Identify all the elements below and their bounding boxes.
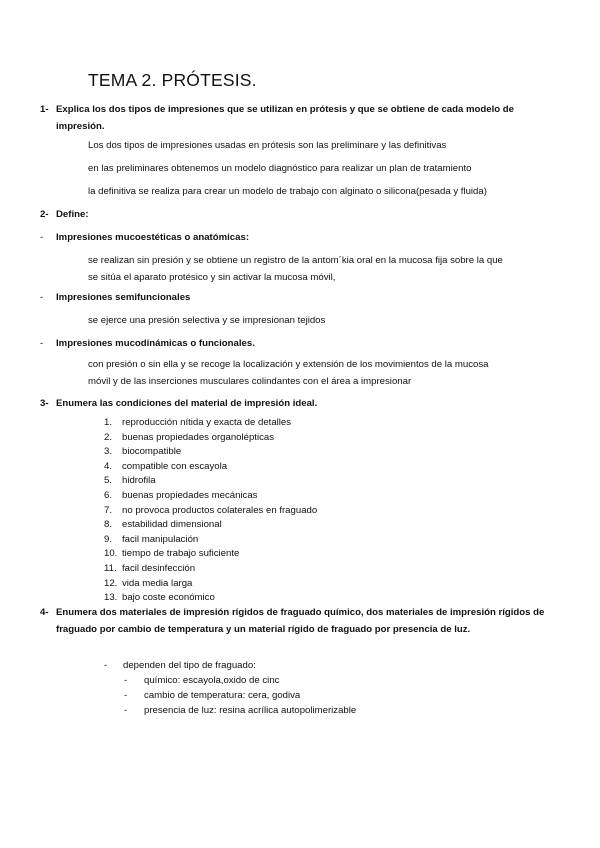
- list-item: [104, 474, 317, 489]
- list-item: [104, 547, 317, 562]
- dash-bullet: -: [124, 705, 128, 716]
- dash-bullet: -: [104, 660, 108, 671]
- question-number: 2-: [40, 209, 49, 220]
- list-number: 12.: [104, 577, 118, 589]
- definition-term: Impresiones semifuncionales: [56, 292, 191, 303]
- list-item: [104, 489, 317, 504]
- list-item: [104, 518, 317, 533]
- dash-bullet: -: [124, 690, 128, 701]
- list-number: 6.: [104, 489, 113, 501]
- list-text: tiempo de trabajo suficiente: [122, 548, 240, 560]
- question-number: 4-: [40, 607, 49, 618]
- list-text: reproducción nítida y exacta de detalles: [122, 417, 292, 428]
- lead-text: dependen del tipo de fraguado:: [123, 660, 256, 671]
- list-number: 10.: [104, 548, 118, 560]
- list-text: facil manipulación: [122, 533, 199, 545]
- sub-item-text: químico: escayola,oxido de cinc: [144, 675, 280, 686]
- answer-line: Los dos tipos de impresiones usadas en prótesis son las preliminare y las definitivas: [88, 140, 447, 151]
- list-item: [104, 445, 317, 460]
- list-number: 11.: [104, 562, 117, 574]
- sub-item-text: presencia de luz: resina acrílica autopolimerizable: [144, 705, 357, 716]
- list-item: [104, 431, 317, 446]
- list-number: 8.: [104, 519, 113, 531]
- list-text: estabilidad dimensional: [122, 519, 222, 531]
- dash-bullet: -: [40, 292, 44, 303]
- question-number: 1-: [40, 104, 49, 115]
- list-number: 9.: [104, 533, 113, 545]
- dash-bullet: -: [40, 338, 44, 349]
- definition-body: con presión o sin ella y se recoge la localización y extensión de los movimientos de la mucosa móvil y de las inserciones musculares colindantes con el área a impresionar: [88, 359, 489, 387]
- list-text: hidrofila: [122, 475, 156, 487]
- question-text: Enumera las condiciones del material de impresión ideal.: [56, 398, 318, 409]
- numbered-list: [104, 416, 317, 606]
- list-number: 4.: [104, 460, 113, 472]
- list-number: 7.: [104, 504, 113, 516]
- list-text: buenas propiedades mecánicas: [122, 489, 258, 501]
- list-number: 13.: [104, 592, 118, 604]
- list-text: buenas propiedades organolépticas: [122, 431, 275, 443]
- list-item: [104, 533, 317, 548]
- list-number: 3.: [104, 446, 113, 458]
- question-number: 3-: [40, 398, 49, 409]
- list-text: compatible con escayola: [122, 460, 228, 472]
- question-text: Enumera dos materiales de impresión rígidos de fraguado químico, dos materiales de impresión rígidos de fraguado por cambio de temperatura y un material rígido de fraguado por presencia de luz.: [56, 607, 545, 635]
- definition-body: se realizan sin presión y se obtiene un registro de la antom´kia oral en la mucosa fija sobre la que se sitúa el aparato protésico y sin activar la mucosa móvil,: [88, 255, 503, 283]
- dash-bullet: -: [124, 675, 128, 686]
- list-text: no provoca productos colaterales en fraguado: [122, 504, 318, 516]
- list-item: [104, 460, 317, 475]
- list-number: 2.: [104, 431, 113, 443]
- definition-term: Impresiones mucodinámicas o funcionales.: [56, 338, 255, 349]
- dash-bullet: -: [40, 232, 44, 243]
- definition-term: Impresiones mucoestéticas o anatómicas:: [56, 232, 250, 243]
- list-text: vida media larga: [122, 577, 193, 589]
- list-item: [104, 504, 317, 519]
- answer-line: la definitiva se realiza para crear un modelo de trabajo con alginato o silicona(pesada y fluida): [88, 186, 487, 197]
- page-title: TEMA 2. PRÓTESIS.: [88, 70, 257, 90]
- list-item: [104, 577, 317, 592]
- list-text: facil desinfección: [122, 562, 196, 574]
- definition-body: se ejerce una presión selectiva y se impresionan tejidos: [88, 315, 326, 326]
- list-number: 5.: [104, 475, 113, 487]
- list-text: bajo coste económico: [122, 592, 215, 604]
- list-number: 1.: [104, 417, 113, 428]
- answer-line: en las preliminares obtenemos un modelo diagnóstico para realizar un plan de tratamiento: [88, 163, 472, 174]
- question-text: Define:: [56, 209, 89, 220]
- list-item: [104, 562, 317, 577]
- list-text: biocompatible: [122, 446, 182, 458]
- list-item: [104, 416, 317, 431]
- question-text: Explica los dos tipos de impresiones que se utilizan en prótesis y que se obtiene de cada modelo de impresión.: [56, 104, 514, 132]
- sub-item-text: cambio de temperatura: cera, godiva: [144, 690, 301, 701]
